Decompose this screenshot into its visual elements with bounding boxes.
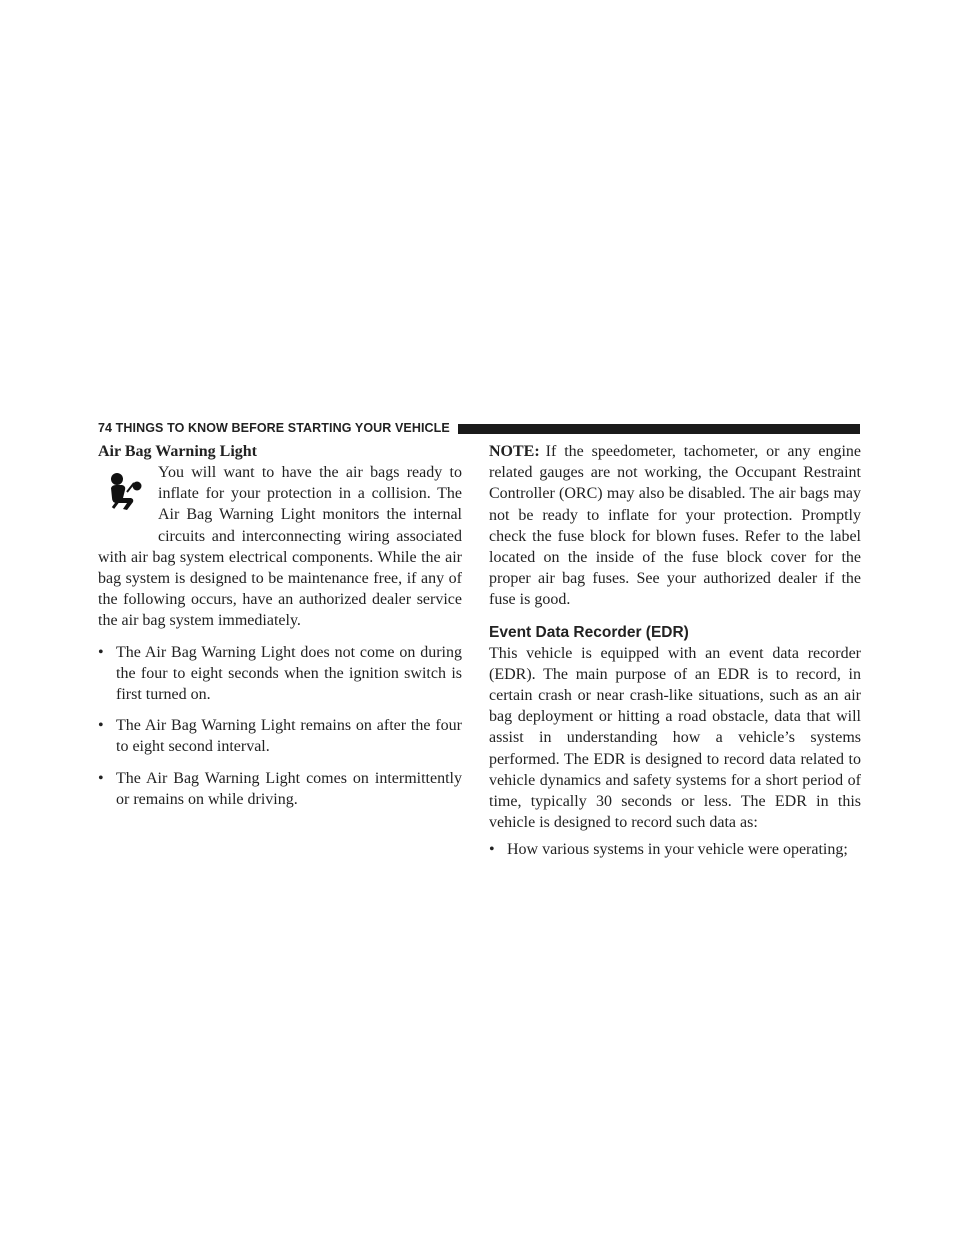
air-bag-section-title: Air Bag Warning Light (98, 443, 257, 460)
header-text: 74 THINGS TO KNOW BEFORE STARTING YOUR VEHICLE (98, 421, 450, 435)
left-column (98, 441, 462, 810)
note-text: If the speedometer, tachometer, or any engine related gauges are not working, the Occupant Restraint Controller (ORC) may also be disabled. The air bags may not be ready to inflate for your protection. Promptly check the fuse block for blown fuses. Refer to the label located on the inside of the fuse block cover for the proper air bag fuses. See your authorized dealer if the fuse is good. (489, 443, 861, 609)
header-rule (458, 424, 860, 434)
page-header (98, 418, 860, 438)
list-item: • The Air Bag Warning Light does not come on during the four to eight seconds when the ignition switch is first turned on. (98, 643, 462, 704)
list-item: • The Air Bag Warning Light comes on intermittently or remains on while driving. (98, 769, 462, 808)
right-column (489, 441, 861, 861)
note-paragraph (489, 441, 861, 611)
edr-section-title: Event Data Recorder (EDR) (489, 623, 689, 641)
list-item: • The Air Bag Warning Light remains on after the four to eight second interval. (98, 717, 462, 756)
note-label: NOTE: (489, 443, 540, 460)
list-item: • How various systems in your vehicle were operating; (489, 841, 848, 859)
air-bag-conditions-list (98, 642, 462, 810)
air-bag-intro: You will want to have the air bags ready to inflate for your protection in a collision. The Air Bag Warning Light monitors the internal circuits and interconnecting wiring associated with air bag system electrical components. While the air bag system is designed to be maintenance free, if any of the following occurs, have an authorized dealer service the air bag system immediately. (98, 464, 462, 630)
edr-paragraph: This vehicle is equipped with an event data recorder (EDR). The main purpose of an EDR is to record, in certain crash or near crash-like situations, such as an air bag deployment or hitting a road obstacle, data that will assist in understanding how a vehicle’s systems performed. The EDR is designed to record data related to vehicle dynamics and safety systems for a short period of time, typically 30 seconds or less. The EDR in this vehicle is designed to record such data as: (489, 644, 861, 832)
edr-data-list (489, 839, 861, 860)
air-bag-warning-icon (98, 462, 158, 542)
